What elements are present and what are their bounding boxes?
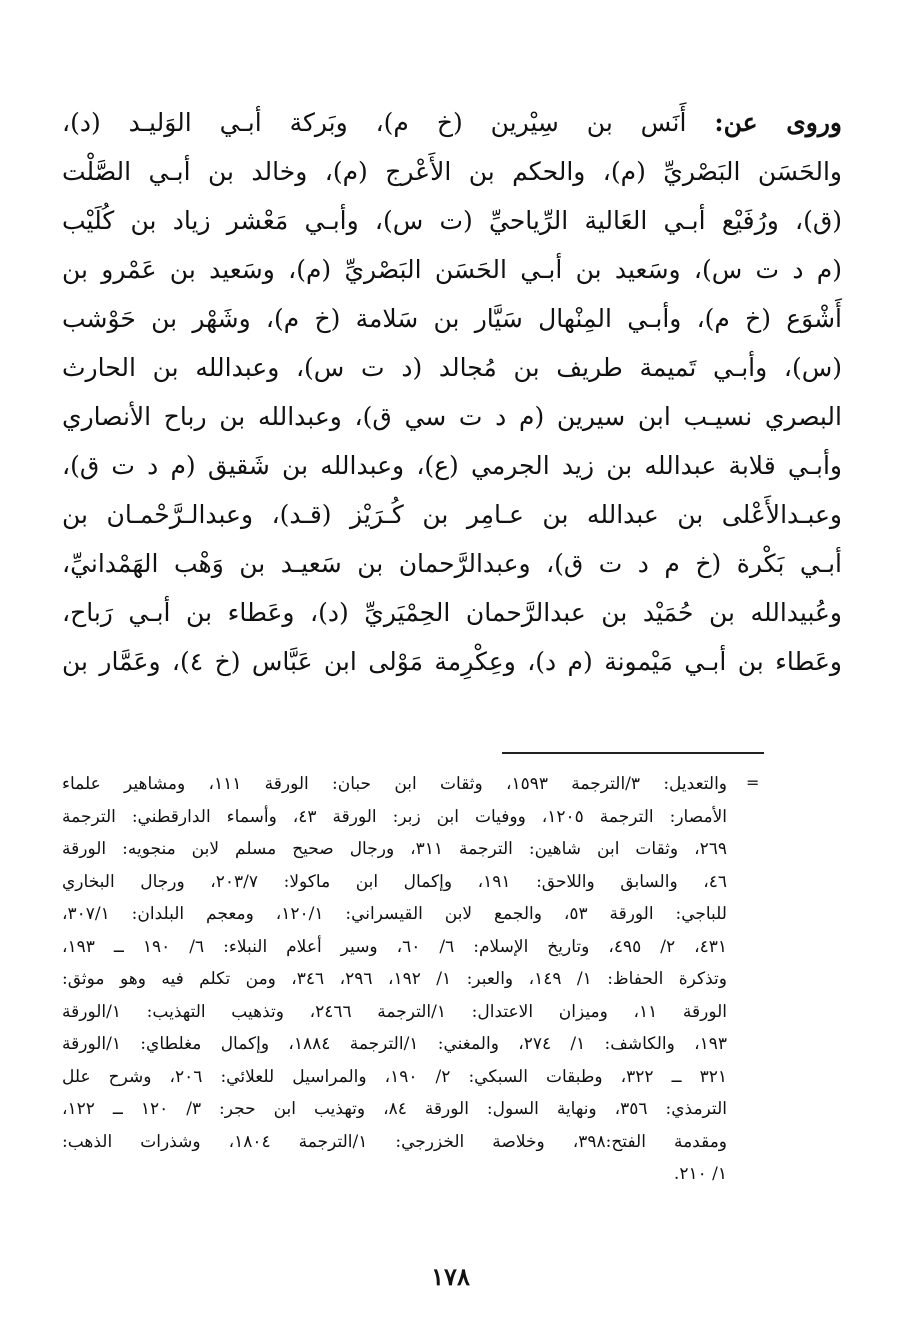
footnote-line: الأمصار: الترجمة ١٢٠٥، ووفيات ابن زبر: الورقة ٤٣، وأسماء الدارقطني: الترجمة xyxy=(62,806,727,827)
footnote-line: ٤٣١، ٢/ ٤٩٥، وتاريخ الإسلام: ٦/ ٦٠، وسير أعلام النبلاء: ٦/ ١٩٠ ــ ١٩٣، xyxy=(62,936,727,957)
footnote-line: ٢٦٩، وثقات ابن شاهين: الترجمة ٣١١، ورجال صحيح مسلم لابن منجويه: الورقة xyxy=(62,839,727,859)
main-line: أبـي بَكْرة (خ م د ت ق)، وعبدالرَّحمان بن سَعيـد بن وَهْب الهَمْدانيِّ، xyxy=(62,549,842,578)
footnote-separator xyxy=(502,752,764,754)
main-line: وعبـدالأَعْلى بن عبدالله بن عـامِر بن كُـرَيْز (قـد)، وعبدالـرَّحْمـان بن xyxy=(62,500,842,529)
footnote-line: والتعديل: ٣/الترجمة ١٥٩٣، وثقات ابن حبان: الورقة ١١١، ومشاهير علماء xyxy=(62,774,728,794)
footnote-continuation-mark: = xyxy=(746,773,760,792)
footnote-block xyxy=(62,768,727,1191)
footnote-line: ١٩٣، والكاشف: ١/ ٢٧٤، والمغني: ١/الترجمة ١٨٨٤، وإكمال مغلطاي: ١/الورقة xyxy=(62,1034,727,1054)
main-line: والحَسَن البَصْريِّ (م)، والحكم بن الأَعْرج (م)، وخالد بن أبـي الصَّلْت xyxy=(62,157,842,186)
page-number: ١٧٨ xyxy=(431,1262,470,1291)
footnote-line: ٣٢١ ــ ٣٢٢، وطبقات السبكي: ٢/ ١٩٠، والمراسيل للعلائي: ٢٠٦، وشرح علل xyxy=(62,1066,727,1087)
main-line: وأبـي قلابة عبدالله بن زيد الجرمي (ع)، وعبدالله بن شَقيق (م د ت ق)، xyxy=(62,451,842,480)
footnote-line: ٤٦، والسابق واللاحق: ١٩١، وإكمال ابن ماكولا: ٢٠٣/٧، ورجال البخاري xyxy=(62,871,727,892)
footnote-line: الترمذي: ٣٥٦، ونهاية السول: الورقة ٨٤، وتهذيب ابن حجر: ٣/ ١٢٠ ــ ١٢٢، xyxy=(62,1099,727,1119)
main-line: وعَطاء بن أبـي مَيْمونة (م د)، وعِكْرِمة مَوْلى ابن عَبَّاس (خ ٤)، وعَمَّار بن xyxy=(62,647,842,676)
main-line: (ق)، ورُفَيْع أبـي العَالية الرِّياحيِّ (ت س)، وأبـي مَعْشر زياد بن كُلَيْب xyxy=(62,206,842,235)
main-line: (س)، وأبـي تَميمة طريف بن مُجالد (د ت س)، وعبدالله بن الحارث xyxy=(62,353,842,382)
footnote-line: للباجي: الورقة ٥٣، والجمع لابن القيسراني: ١٢٠/١، ومعجم البلدان: ٣٠٧/١، xyxy=(62,904,727,924)
main-line xyxy=(62,98,842,147)
lead-phrase: وروى عن: xyxy=(714,108,842,137)
footnote-line: ومقدمة الفتح:٣٩٨، وخلاصة الخزرجي: ١/الترجمة ١٨٠٤، وشذرات الذهب: xyxy=(62,1131,728,1152)
footnote-line: الورقة ١١، وميزان الاعتدال: ١/الترجمة ٢٤٦٦، وتذهيب التهذيب: ١/الورقة xyxy=(62,1001,727,1022)
main-line-text: أَنَس بن سِيْرين (خ م)، وبَركة أبـي الوَليـد (د)، xyxy=(62,108,687,137)
footnote-line: ١/ ٢١٠. xyxy=(673,1164,727,1184)
main-line: البصري نسيـب ابن سيرين (م د ت سي ق)، وعبدالله بن رباح الأنصاري xyxy=(62,402,842,431)
footnote-line: وتذكرة الحفاظ: ١/ ١٤٩، والعبر: ١/ ١٩٢، ٢٩٦، ٣٤٦، ومن تكلم فيه وهو موثق: xyxy=(62,969,727,989)
main-text-block xyxy=(62,98,842,686)
main-line: (م د ت س)، وسَعيد بن أبـي الحَسَن البَصْريِّ (م)، وسَعيد بن عَمْرو بن xyxy=(62,255,842,284)
main-line: أَشْوَع (خ م)، وأبـي المِنْهال سَيَّار بن سَلامة (خ م)، وشَهْر بن حَوْشب xyxy=(62,304,842,333)
main-line: وعُبيدالله بن حُمَيْد بن عبدالرَّحمان الحِمْيَريِّ (د)، وعَطاء بن أبـي رَباح، xyxy=(62,598,842,627)
